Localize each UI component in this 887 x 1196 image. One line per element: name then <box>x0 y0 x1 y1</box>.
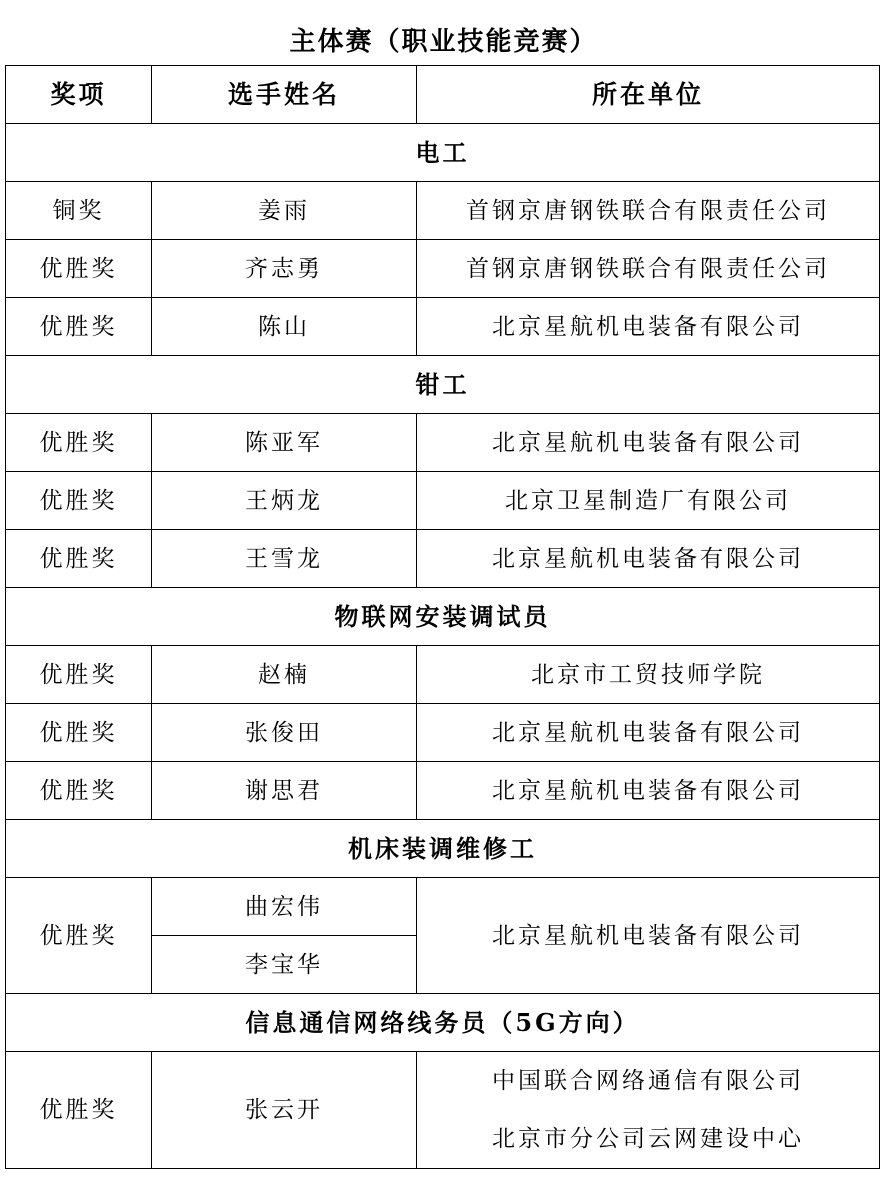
section-title: 电工 <box>6 124 880 182</box>
unit-cell: 首钢京唐钢铁联合有限责任公司 <box>417 182 880 240</box>
name-cell: 王炳龙 <box>152 472 417 530</box>
section-title: 钳工 <box>6 356 880 414</box>
table-row <box>6 472 880 530</box>
award-cell: 铜奖 <box>6 182 152 240</box>
unit-cell: 北京卫星制造厂有限公司 <box>417 472 880 530</box>
award-cell: 优胜奖 <box>6 414 152 472</box>
table-row <box>6 530 880 588</box>
table-row <box>6 1052 880 1169</box>
name-cell: 陈亚军 <box>152 414 417 472</box>
award-cell: 优胜奖 <box>6 298 152 356</box>
award-cell: 优胜奖 <box>6 646 152 704</box>
award-cell: 优胜奖 <box>6 1052 152 1169</box>
name-cell: 谢思君 <box>152 762 417 820</box>
section-title: 信息通信网络线务员（5G方向） <box>6 994 880 1052</box>
section-row <box>6 820 880 878</box>
name-cell: 张云开 <box>152 1052 417 1169</box>
award-cell: 优胜奖 <box>6 240 152 298</box>
header-name: 选手姓名 <box>152 66 417 124</box>
header-unit: 所在单位 <box>417 66 880 124</box>
unit-cell: 首钢京唐钢铁联合有限责任公司 <box>417 240 880 298</box>
unit-line: 北京市分公司云网建设中心 <box>492 1126 804 1152</box>
table-row <box>6 298 880 356</box>
name-cell: 曲宏伟 <box>152 878 417 936</box>
award-cell: 优胜奖 <box>6 878 152 994</box>
award-cell: 优胜奖 <box>6 530 152 588</box>
name-cell: 齐志勇 <box>152 240 417 298</box>
section-row <box>6 356 880 414</box>
section-title: 物联网安装调试员 <box>6 588 880 646</box>
table-row <box>6 182 880 240</box>
unit-cell: 北京星航机电装备有限公司 <box>417 878 880 994</box>
unit-line: 中国联合网络通信有限公司 <box>492 1068 804 1094</box>
awards-table <box>5 65 880 1169</box>
award-cell: 优胜奖 <box>6 762 152 820</box>
section-title: 机床装调维修工 <box>6 820 880 878</box>
unit-cell: 北京星航机电装备有限公司 <box>417 704 880 762</box>
section-row <box>6 588 880 646</box>
name-cell: 赵楠 <box>152 646 417 704</box>
name-cell: 陈山 <box>152 298 417 356</box>
table-row <box>6 646 880 704</box>
name-cell: 张俊田 <box>152 704 417 762</box>
name-cell: 李宝华 <box>152 936 417 994</box>
table-row <box>6 762 880 820</box>
unit-cell <box>417 1052 880 1169</box>
table-row <box>6 878 880 936</box>
award-cell: 优胜奖 <box>6 472 152 530</box>
unit-cell: 北京星航机电装备有限公司 <box>417 298 880 356</box>
page-title: 主体赛（职业技能竞赛） <box>289 27 598 57</box>
name-cell: 姜雨 <box>152 182 417 240</box>
unit-cell: 北京星航机电装备有限公司 <box>417 414 880 472</box>
unit-cell: 北京市工贸技师学院 <box>417 646 880 704</box>
unit-cell: 北京星航机电装备有限公司 <box>417 530 880 588</box>
name-cell: 王雪龙 <box>152 530 417 588</box>
award-cell: 优胜奖 <box>6 704 152 762</box>
header-row <box>6 66 880 124</box>
section-row <box>6 124 880 182</box>
header-award: 奖项 <box>6 66 152 124</box>
table-row <box>6 414 880 472</box>
table-row <box>6 240 880 298</box>
section-row <box>6 994 880 1052</box>
unit-cell: 北京星航机电装备有限公司 <box>417 762 880 820</box>
table-row <box>6 704 880 762</box>
